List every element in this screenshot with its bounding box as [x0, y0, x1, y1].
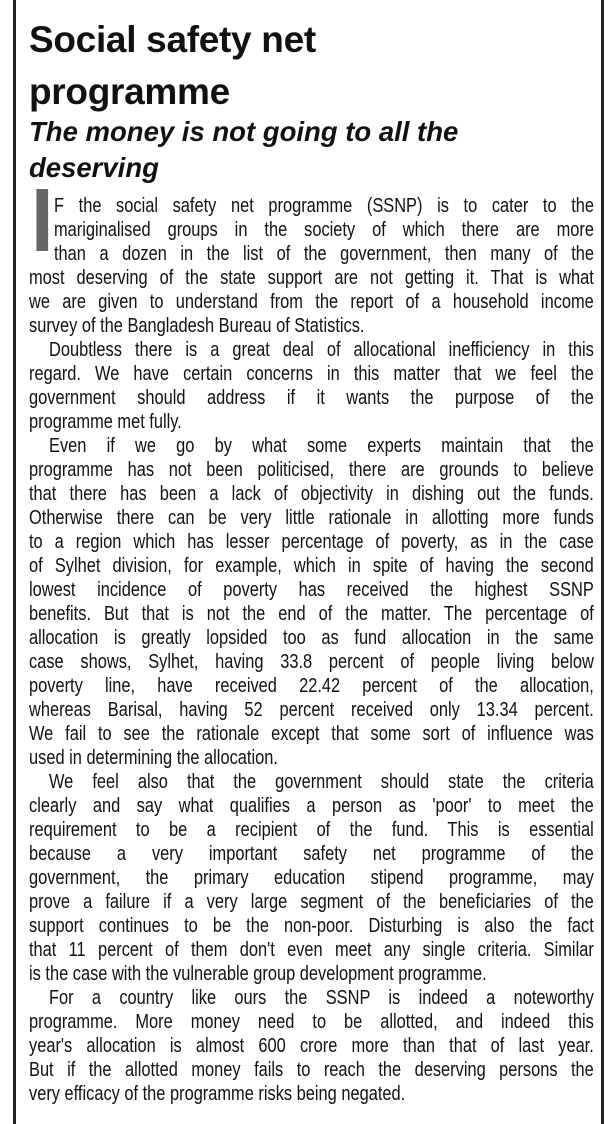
paragraph-line [29, 626, 594, 650]
line-text: most deserving of the state support are not getting it. That is what [29, 266, 594, 289]
line-text: Doubtless there is a great deal of allocational inefficiency in this [49, 338, 594, 361]
line-text: government should address if it wants the purpose of the [29, 386, 594, 409]
frame-border-left [13, 0, 16, 1124]
paragraph-line [29, 650, 594, 674]
line-text: used in determining the allocation. [29, 746, 278, 769]
paragraph-line [29, 938, 594, 962]
paragraph-line [29, 338, 594, 362]
paragraph-line [29, 914, 594, 938]
paragraph-line [29, 410, 594, 434]
paragraph-line [29, 1010, 594, 1034]
drop-cap: I [31, 171, 54, 271]
paragraph-line [29, 770, 594, 794]
line-text: clearly and say what qualifies a person as 'poor' to meet the [29, 794, 594, 817]
headline-line: Social safety net [29, 19, 316, 60]
line-text: F the social safety net programme (SSNP) is to cater to the [54, 194, 594, 217]
line-text: year's allocation is almost 600 crore more than that of last year. [29, 1034, 594, 1057]
line-text: to a region which has lesser percentage of poverty, as in the case [29, 530, 594, 553]
paragraph-line [29, 530, 594, 554]
paragraph-line [29, 722, 594, 746]
line-text: government, the primary education stipend programme, may [29, 866, 594, 889]
paragraph-line [29, 818, 594, 842]
paragraph-line [29, 698, 594, 722]
line-text: mariginalised groups in the society of which there are more [54, 218, 594, 241]
paragraph [29, 338, 594, 434]
article-subheadline [29, 114, 458, 186]
paragraph-line [29, 434, 594, 458]
paragraph-line [29, 362, 594, 386]
paragraph-line [29, 194, 594, 218]
paragraph-line [29, 578, 594, 602]
frame-border-right [601, 0, 604, 1124]
line-text: whereas Barisal, having 52 percent received only 13.34 percent. [29, 698, 594, 721]
paragraph-line [29, 794, 594, 818]
paragraph-line [29, 1034, 594, 1058]
line-text: regard. We have certain concerns in this matter that we feel the [29, 362, 594, 385]
article-headline [29, 14, 316, 118]
paragraph-line [29, 986, 594, 1010]
paragraph-line [29, 602, 594, 626]
paragraph-line [29, 866, 594, 890]
line-text: than a dozen in the list of the government, then many of the [54, 242, 594, 265]
paragraph-line [29, 1082, 594, 1106]
line-text: very efficacy of the programme risks being negated. [29, 1082, 406, 1105]
line-text: But if the allotted money fails to reach the deserving persons the [29, 1058, 594, 1081]
paragraph-line [29, 962, 594, 986]
line-text: programme has not been politicised, there are grounds to believe [29, 458, 594, 481]
line-text: lowest incidence of poverty has received the highest SSNP [29, 578, 594, 601]
paragraph-line [29, 314, 594, 338]
paragraph-line [29, 890, 594, 914]
line-text: because a very important safety net programme of the [29, 842, 594, 865]
paragraph-line [29, 242, 594, 266]
headline-line: programme [29, 71, 230, 112]
line-text: allocation is greatly lopsided too as fund allocation in the same [29, 626, 594, 649]
line-text: is the case with the vulnerable group development programme. [29, 962, 487, 985]
line-text: we are given to understand from the report of a household income [29, 290, 594, 313]
line-text: poverty line, have received 22.42 percent of the allocation, [29, 674, 594, 697]
paragraph [29, 434, 594, 770]
paragraph [29, 194, 594, 338]
line-text: requirement to be a recipient of the fund. This is essential [29, 818, 594, 841]
paragraph-line [29, 554, 594, 578]
paragraph-line [29, 1058, 594, 1082]
paragraph-line [29, 458, 594, 482]
line-text: programme met fully. [29, 410, 182, 433]
line-text: survey of the Bangladesh Bureau of Statistics. [29, 314, 365, 337]
paragraph-line [29, 842, 594, 866]
paragraph-line [29, 482, 594, 506]
line-text: case shows, Sylhet, having 33.8 percent of people living below [29, 650, 594, 673]
paragraph-line [29, 674, 594, 698]
line-text: of Sylhet division, for example, which in spite of having the second [29, 554, 594, 577]
line-text: For a country like ours the SSNP is indeed a noteworthy [49, 986, 594, 1009]
line-text: benefits. But that is not the end of the matter. The percentage of [29, 602, 594, 625]
subheadline-line: deserving [29, 152, 159, 183]
paragraph-line [29, 506, 594, 530]
line-text: programme. More money need to be allotted, and indeed this [29, 1010, 594, 1033]
subheadline-line: The money is not going to all the [29, 116, 459, 147]
line-text: prove a failure if a very large segment of the beneficiaries of the [29, 890, 594, 913]
line-text: We feel also that the government should state the criteria [49, 770, 594, 793]
paragraph [29, 770, 594, 986]
paragraph [29, 986, 594, 1106]
paragraph-line [29, 290, 594, 314]
line-text: Even if we go by what some experts maintain that the [49, 434, 594, 457]
paragraph-line [29, 746, 594, 770]
line-text: support continues to be the non-poor. Disturbing is also the fact [29, 914, 594, 937]
line-text: that there has been a lack of objectivity in dishing out the funds. [29, 482, 594, 505]
article-body [29, 194, 594, 1106]
line-text: Otherwise there can be very little rationale in allotting more funds [29, 506, 594, 529]
paragraph-line [29, 266, 594, 290]
paragraph-line [29, 218, 594, 242]
line-text: that 11 percent of them don't even meet any single criteria. Similar [29, 938, 594, 961]
line-text: We fail to see the rationale except that some sort of influence was [29, 722, 594, 745]
paragraph-line [29, 386, 594, 410]
